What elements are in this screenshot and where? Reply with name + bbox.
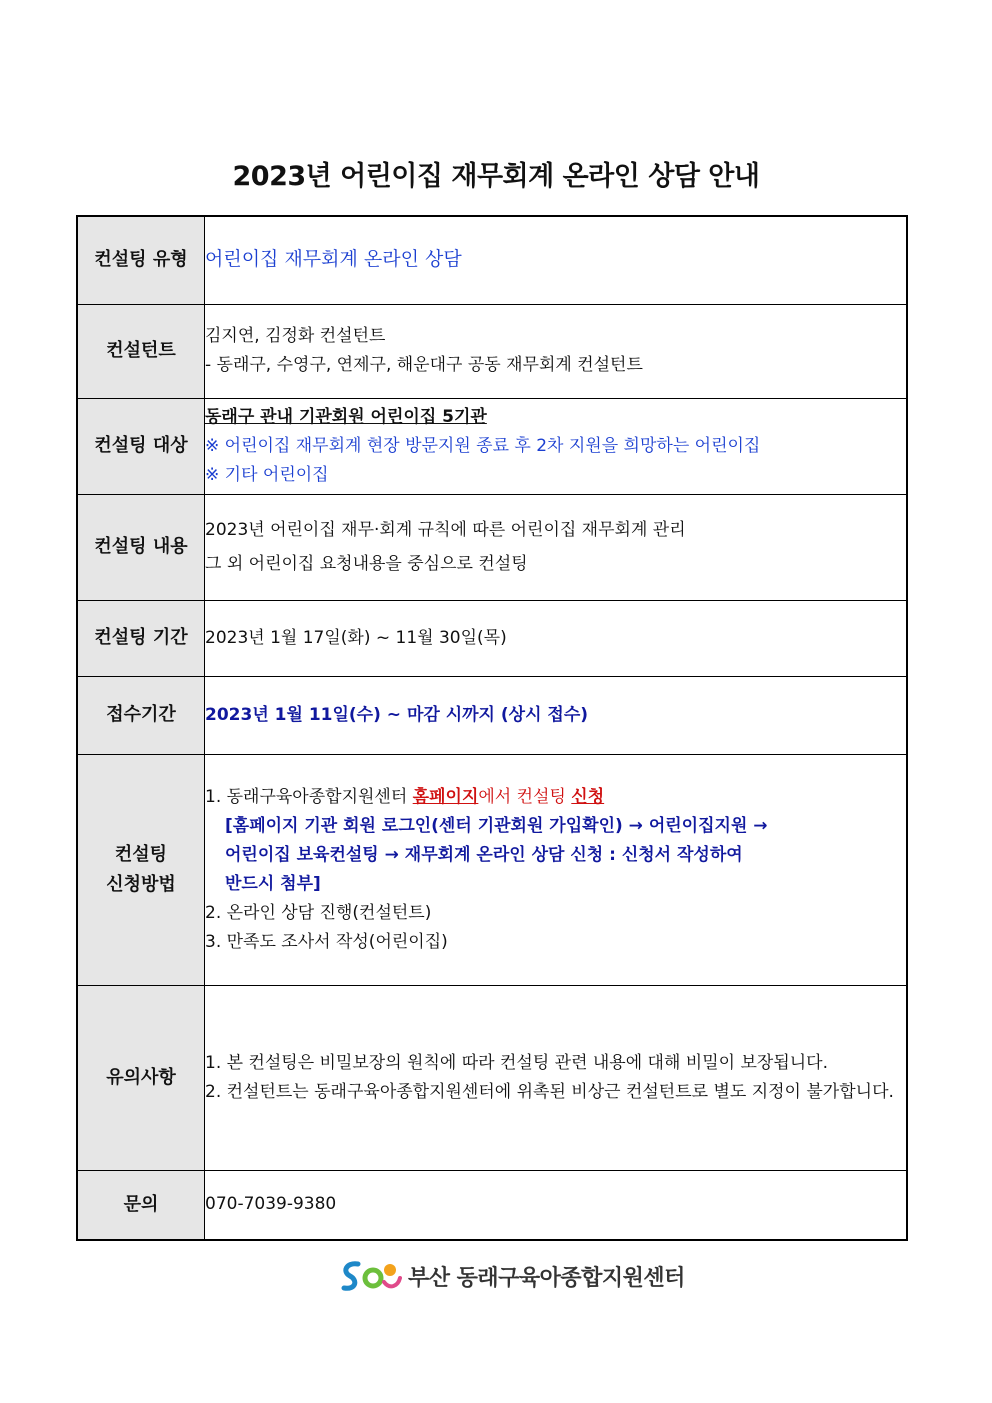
target-note-2: ※ 기타 어린이집 xyxy=(205,464,329,485)
row-method xyxy=(77,754,907,985)
organization-name: 부산 동래구육아종합지원센터 xyxy=(408,1265,685,1291)
note-1: 1. 본 컨설팅은 비밀보장의 원칙에 따라 컨설팅 관련 내용에 대해 비밀이 보장됩니다. xyxy=(205,1052,828,1073)
method-step-2: 2. 온라인 상담 진행(컨설턴트) xyxy=(205,902,432,923)
value-consultant xyxy=(205,304,908,398)
value-period: 2023년 1월 17일(화) ~ 11월 30일(목) xyxy=(205,600,908,676)
row-period xyxy=(77,600,907,676)
method-step-1 xyxy=(205,783,906,812)
row-notes xyxy=(77,985,907,1170)
value-notes xyxy=(205,985,908,1170)
value-method xyxy=(205,754,908,985)
organization-logo-icon xyxy=(340,1256,402,1296)
row-consulting-type xyxy=(77,216,907,304)
content-line-2: 그 외 어린이집 요청내용을 중심으로 컨설팅 xyxy=(205,554,528,574)
label-notes: 유의사항 xyxy=(77,985,205,1170)
method-step-1-suffix: 에서 컨설팅 xyxy=(478,786,572,807)
consulting-type-text: 어린이집 재무회계 온라인 상담 xyxy=(205,248,462,271)
row-content xyxy=(77,494,907,600)
method-step-3: 3. 만족도 조사서 작성(어린이집) xyxy=(205,931,448,952)
method-step-1-detail-1: [홈페이지 기관 회원 로그인(센터 기관회원 가입확인) → 어린이집지원 → xyxy=(225,815,768,836)
label-consultant: 컨설턴트 xyxy=(77,304,205,398)
row-reception xyxy=(77,676,907,754)
footer xyxy=(340,1256,685,1296)
method-step-1-detail-2: 어린이집 보육컨설팅 → 재무회계 온라인 상담 신청 : 신청서 작성하여 xyxy=(225,844,743,865)
method-step-1-prefix: 1. 동래구육아종합지원센터 xyxy=(205,786,413,807)
homepage-link[interactable]: 홈페이지 xyxy=(412,786,479,807)
apply-link[interactable]: 신청 xyxy=(571,786,605,807)
content-line-1: 2023년 어린이집 재무·회계 규칙에 따른 어린이집 재무회계 관리 xyxy=(205,520,686,540)
label-period: 컨설팅 기간 xyxy=(77,600,205,676)
row-contact xyxy=(77,1170,907,1240)
label-target: 컨설팅 대상 xyxy=(77,398,205,494)
target-main: 동래구 관내 기관회원 어린이집 5기관 xyxy=(205,406,487,427)
consultant-area: - 동래구, 수영구, 연제구, 해운대구 공동 재무회계 컨설턴트 xyxy=(205,355,643,375)
info-table xyxy=(76,215,908,1241)
row-target xyxy=(77,398,907,494)
label-reception: 접수기간 xyxy=(77,676,205,754)
label-content: 컨설팅 내용 xyxy=(77,494,205,600)
method-step-1-detail-3: 반드시 첨부] xyxy=(225,873,321,894)
value-consulting-type xyxy=(205,216,908,304)
consultant-names: 김지연, 김정화 컨설턴트 xyxy=(205,326,386,346)
note-2: 2. 컨설턴트는 동래구육아종합지원센터에 위촉된 비상근 컨설턴트로 별도 지정이 불가합니다. xyxy=(205,1081,894,1102)
label-method-line-1: 컨설팅 xyxy=(114,843,168,865)
page-title: 2023년 어린이집 재무회계 온라인 상담 안내 xyxy=(232,161,760,192)
value-target xyxy=(205,398,908,494)
label-method xyxy=(77,754,205,985)
label-method-line-2: 신청방법 xyxy=(106,873,176,895)
value-reception: 2023년 1월 11일(수) ~ 마감 시까지 (상시 접수) xyxy=(205,676,908,754)
value-contact: 070-7039-9380 xyxy=(205,1170,908,1240)
row-consultant xyxy=(77,304,907,398)
label-contact: 문의 xyxy=(77,1170,205,1240)
label-consulting-type: 컨설팅 유형 xyxy=(77,216,205,304)
target-note-1: ※ 어린이집 재무회계 현장 방문지원 종료 후 2차 지원을 희망하는 어린이집 xyxy=(205,435,761,456)
value-content xyxy=(205,494,908,600)
